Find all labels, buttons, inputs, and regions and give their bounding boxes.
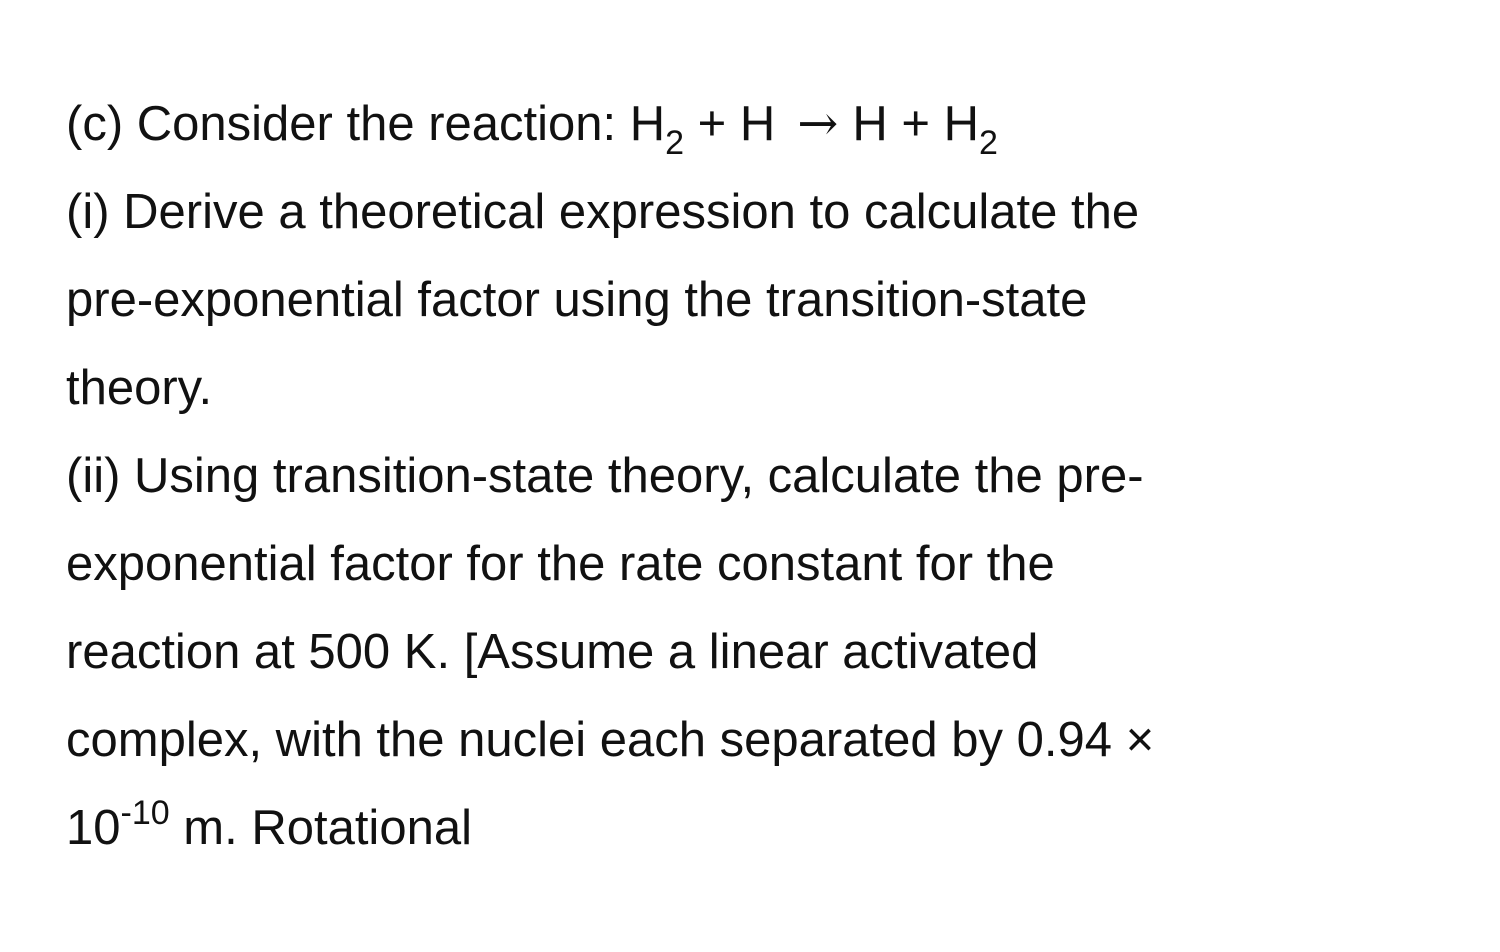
part-c-end: H + H <box>852 97 979 151</box>
part-i-line-1: (i) Derive a theoretical expression to calculate the <box>66 185 1140 239</box>
part-c-reaction-line <box>66 80 998 168</box>
part-ii-line-1: (ii) Using transition-state theory, calculate the pre- <box>66 449 1144 503</box>
exponent: -10 <box>120 794 170 832</box>
part-i-line-2: pre-exponential factor using the transition-state <box>66 273 1088 327</box>
part-ii-line-5 <box>66 784 472 872</box>
part-i-line-3: theory. <box>66 361 213 415</box>
part-ii-line-2: exponential factor for the rate constant for the <box>66 537 1055 591</box>
part-c-prefix: (c) Consider the reaction: H <box>66 97 666 151</box>
part-ii-line-5-rest: m. Rotational <box>169 801 472 855</box>
part-ii-line-4: complex, with the nuclei each separated by 0.94 × <box>66 713 1155 767</box>
part-c-mid: + H <box>684 97 776 151</box>
subscript-2: 2 <box>665 124 685 162</box>
exponent-base: 10 <box>66 801 121 855</box>
right-arrow-icon: → <box>797 95 839 152</box>
subscript-2: 2 <box>978 124 998 162</box>
part-ii-line-3: reaction at 500 K. [Assume a linear activated <box>66 625 1039 679</box>
